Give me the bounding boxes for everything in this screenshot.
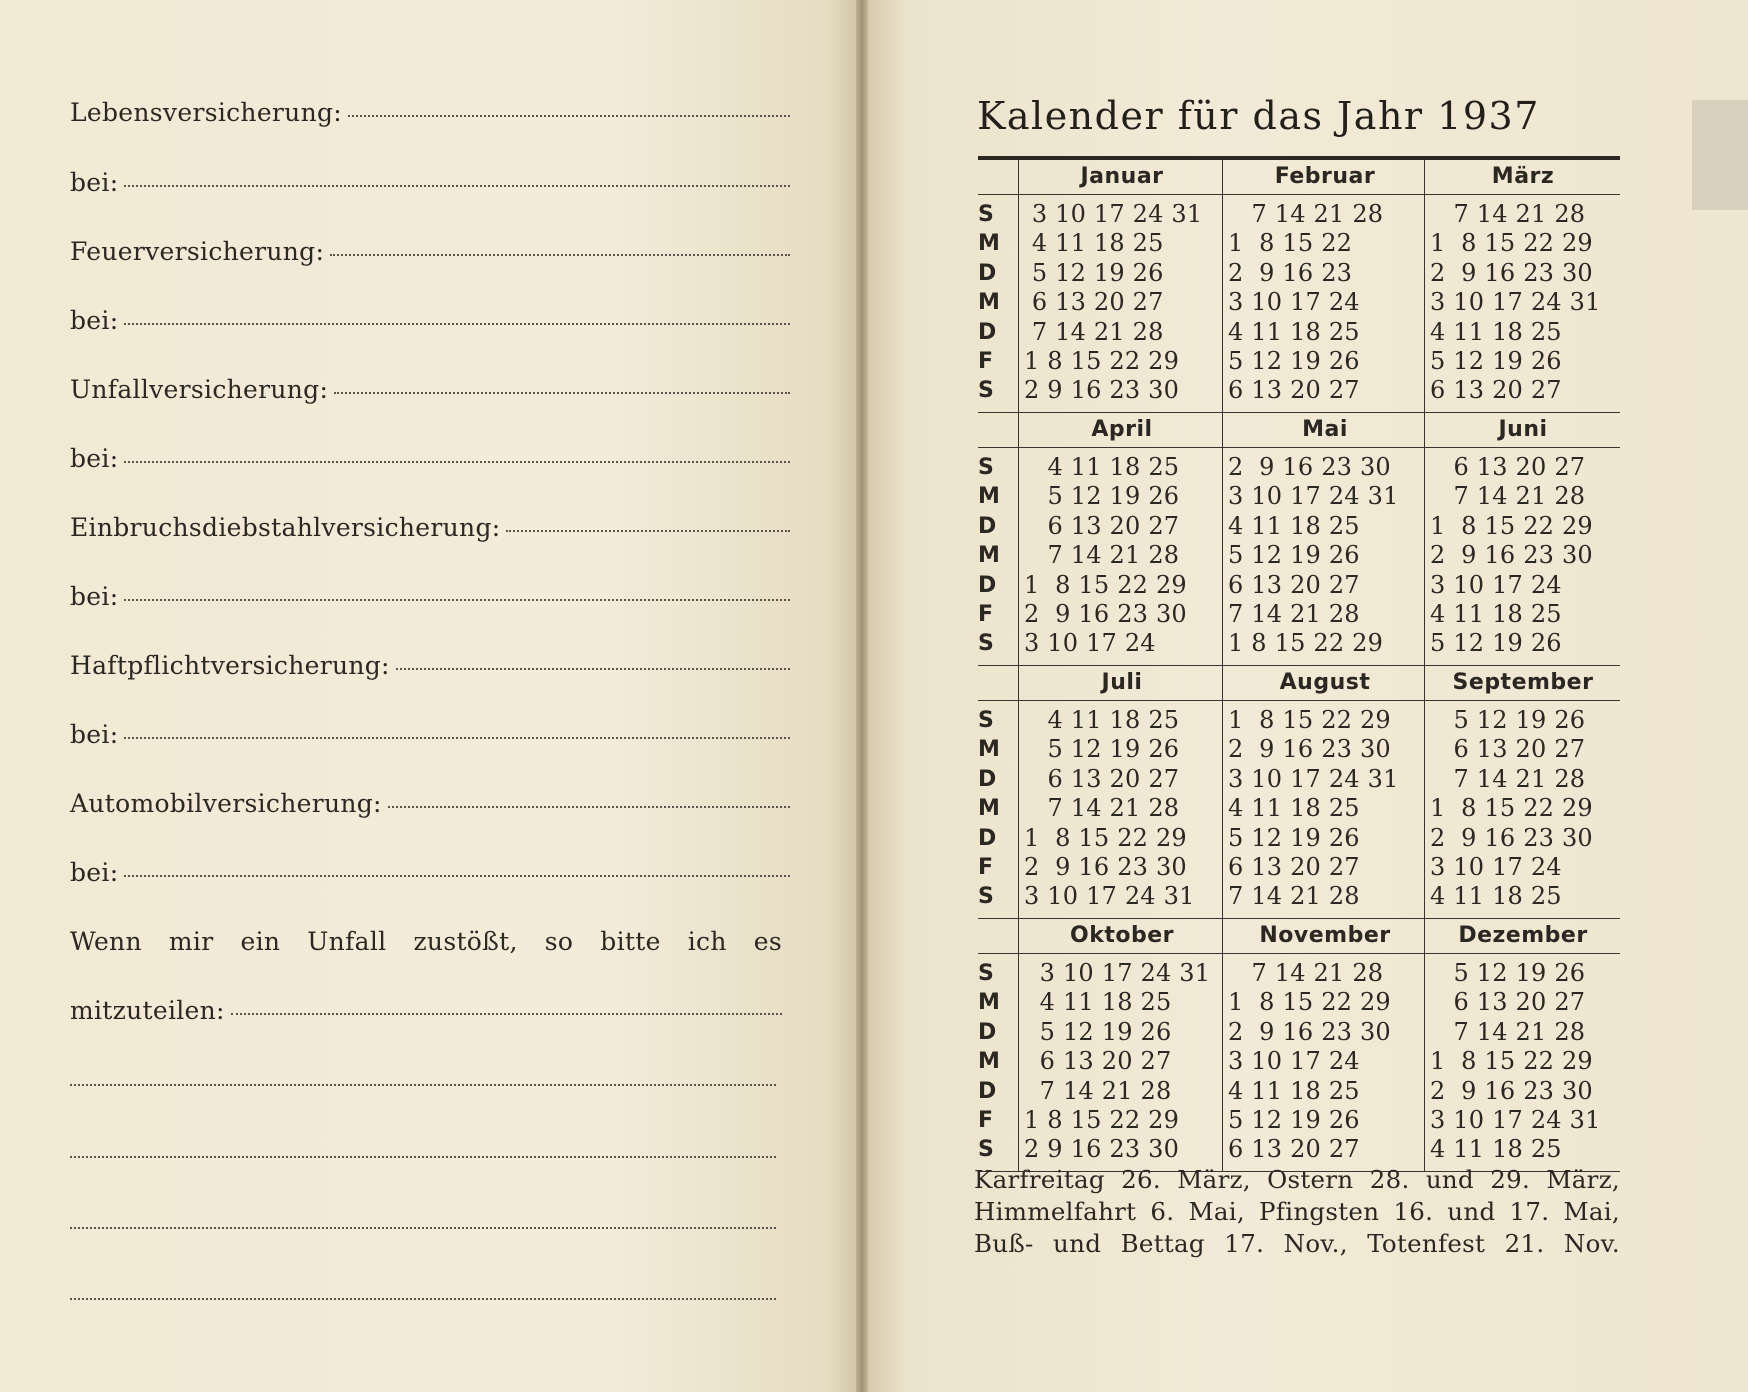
weekday-label: D bbox=[978, 572, 997, 598]
field-label: Haftpflichtversicherung: bbox=[70, 651, 390, 680]
month-name: April bbox=[1091, 417, 1153, 442]
weekday-row: 3 10 17 24 31 bbox=[1228, 482, 1399, 511]
holiday-notes bbox=[974, 1164, 1620, 1260]
field-bei-3[interactable] bbox=[70, 444, 790, 473]
weekday-row: 3 10 17 24 bbox=[1228, 288, 1360, 317]
fill-line[interactable] bbox=[506, 529, 790, 532]
weekday-row: 5 12 19 26 bbox=[1430, 706, 1586, 734]
field-bei-6[interactable] bbox=[70, 858, 790, 887]
calendar-title: Kalender für das Jahr 1937 bbox=[977, 94, 1540, 138]
weekday-label: S bbox=[978, 202, 994, 227]
month-name: Dezember bbox=[1458, 923, 1588, 948]
weekday-row: 1 8 15 22 29 bbox=[1430, 794, 1593, 823]
weekday-label: S bbox=[978, 961, 994, 986]
weekday-row: 2 9 16 23 30 bbox=[1024, 376, 1180, 405]
page-tab-edge bbox=[1692, 100, 1748, 210]
weekday-row: 7 14 21 28 bbox=[1430, 764, 1586, 793]
calendar-grid bbox=[978, 156, 1620, 1172]
weekday-label: D bbox=[978, 260, 997, 286]
field-bei-2[interactable] bbox=[70, 306, 790, 335]
weekday-row: 3 10 17 24 31 bbox=[1228, 764, 1399, 793]
weekday-label: D bbox=[978, 1078, 997, 1104]
field-bei-5[interactable] bbox=[70, 720, 790, 749]
weekday-row: 4 11 18 25 bbox=[1024, 229, 1164, 258]
weekday-row: 3 10 17 24 bbox=[1228, 1047, 1360, 1076]
weekday-row: 6 13 20 27 bbox=[1024, 511, 1180, 540]
weekday-labels bbox=[978, 706, 1008, 912]
weekday-row: 1 8 15 22 29 bbox=[1228, 629, 1384, 658]
fill-line[interactable] bbox=[124, 736, 790, 739]
weekday-row: 4 11 18 25 bbox=[1228, 1076, 1360, 1105]
month-days bbox=[1228, 706, 1399, 912]
fill-line[interactable] bbox=[334, 391, 790, 394]
weekday-row: 3 10 17 24 bbox=[1430, 852, 1562, 881]
weekday-row: 6 13 20 27 bbox=[1430, 453, 1586, 481]
fill-line[interactable] bbox=[330, 253, 790, 256]
weekday-row: 4 11 18 25 bbox=[1430, 317, 1562, 346]
weekday-row: 5 12 19 26 bbox=[1228, 346, 1360, 375]
header-rule bbox=[978, 700, 1620, 701]
weekday-label: S bbox=[978, 1137, 994, 1163]
weekday-label: S bbox=[978, 708, 994, 733]
weekday-row: 6 13 20 27 bbox=[1024, 288, 1164, 317]
weekday-label: M bbox=[978, 484, 1000, 510]
holiday-line-1: Karfreitag 26. März, Ostern 28. und 29. März, bbox=[974, 1165, 1620, 1194]
weekday-label: S bbox=[978, 378, 994, 404]
fill-line[interactable] bbox=[124, 184, 790, 187]
weekday-label: F bbox=[978, 1107, 994, 1133]
weekday-row: 2 9 16 23 30 bbox=[1024, 852, 1187, 881]
weekday-labels bbox=[978, 453, 1008, 659]
weekday-label: D bbox=[978, 319, 997, 345]
weekday-row: 1 8 15 22 29 bbox=[1024, 570, 1187, 599]
field-haftpflichtversicherung[interactable] bbox=[70, 651, 790, 680]
weekday-row: 1 8 15 22 29 bbox=[1430, 511, 1593, 540]
fill-line[interactable] bbox=[396, 667, 790, 670]
weekday-row: 2 9 16 23 30 bbox=[1430, 541, 1593, 570]
weekday-row: 5 12 19 26 bbox=[1228, 1105, 1360, 1134]
weekday-row: 5 12 19 26 bbox=[1228, 541, 1360, 570]
month-days bbox=[1228, 200, 1383, 406]
header-rule bbox=[978, 447, 1620, 448]
left-page bbox=[0, 0, 862, 1392]
column-rule bbox=[1018, 413, 1019, 665]
weekday-row: 2 9 16 23 30 bbox=[1228, 735, 1391, 764]
month-days bbox=[1024, 453, 1187, 659]
weekday-row: 1 8 15 22 29 bbox=[1430, 229, 1593, 258]
month-name: August bbox=[1279, 670, 1371, 695]
fill-line[interactable] bbox=[348, 114, 790, 117]
field-label: Unfallversicherung: bbox=[70, 375, 329, 404]
weekday-row: 6 13 20 27 bbox=[1228, 376, 1360, 405]
weekday-row: 4 11 18 25 bbox=[1228, 511, 1360, 540]
month-days bbox=[1024, 959, 1210, 1165]
weekday-row: 5 12 19 26 bbox=[1024, 735, 1180, 764]
weekday-row: 5 12 19 26 bbox=[1430, 629, 1562, 658]
weekday-row: 6 13 20 27 bbox=[1228, 852, 1360, 881]
fill-line[interactable] bbox=[124, 874, 790, 877]
blank-fill-line-1[interactable] bbox=[70, 1083, 776, 1086]
weekday-row: 5 12 19 26 bbox=[1024, 1017, 1172, 1046]
weekday-row: 3 10 17 24 31 bbox=[1024, 200, 1203, 228]
weekday-label: F bbox=[978, 854, 994, 880]
weekday-row: 7 14 21 28 bbox=[1024, 1076, 1172, 1105]
weekday-row: 2 9 16 23 30 bbox=[1228, 1017, 1391, 1046]
weekday-labels bbox=[978, 959, 1008, 1165]
weekday-row: 7 14 21 28 bbox=[1024, 794, 1180, 823]
month-days bbox=[1430, 200, 1601, 406]
weekday-row: 4 11 18 25 bbox=[1024, 706, 1180, 734]
month-days bbox=[1024, 706, 1195, 912]
field-einbruchsdiebstahlversicherung[interactable] bbox=[70, 513, 790, 542]
field-feuerversicherung[interactable] bbox=[70, 237, 790, 266]
month-days bbox=[1228, 959, 1391, 1165]
month-days bbox=[1430, 453, 1593, 659]
weekday-row: 1 8 15 22 29 bbox=[1024, 346, 1180, 375]
column-rule bbox=[1424, 919, 1425, 1171]
accident-note: Wenn mir ein Unfall zustößt, so bitte ich es bbox=[70, 927, 782, 956]
column-rule bbox=[1424, 666, 1425, 918]
weekday-label: M bbox=[978, 290, 1000, 316]
weekday-label: M bbox=[978, 231, 1000, 257]
weekday-row: 5 12 19 26 bbox=[1024, 258, 1164, 287]
weekday-row: 1 8 15 22 29 bbox=[1024, 823, 1187, 852]
weekday-row: 3 10 17 24 31 bbox=[1024, 882, 1195, 911]
weekday-label: S bbox=[978, 455, 994, 480]
field-label: Feuerversicherung: bbox=[70, 237, 325, 266]
weekday-label: F bbox=[978, 348, 994, 374]
column-rule bbox=[1222, 160, 1223, 412]
weekday-row: 1 8 15 22 29 bbox=[1024, 1105, 1180, 1134]
weekday-row: 2 9 16 23 30 bbox=[1024, 1135, 1180, 1164]
weekday-label: S bbox=[978, 884, 994, 910]
field-mitzuteilen[interactable] bbox=[70, 996, 782, 1025]
fill-line[interactable] bbox=[231, 1012, 782, 1015]
weekday-row: 7 14 21 28 bbox=[1024, 541, 1180, 570]
month-days bbox=[1228, 453, 1399, 659]
month-name: November bbox=[1259, 923, 1391, 948]
header-rule bbox=[978, 194, 1620, 195]
weekday-row: 3 10 17 24 bbox=[1430, 570, 1562, 599]
calendar-quarter-3 bbox=[978, 666, 1620, 919]
weekday-row: 4 11 18 25 bbox=[1430, 599, 1562, 628]
column-rule bbox=[1018, 666, 1019, 918]
weekday-label: M bbox=[978, 990, 1000, 1016]
month-name: Mai bbox=[1302, 417, 1348, 442]
weekday-row: 5 12 19 26 bbox=[1024, 482, 1180, 511]
weekday-row: 6 13 20 27 bbox=[1430, 376, 1562, 405]
month-name: Oktober bbox=[1070, 923, 1174, 948]
weekday-row: 3 10 17 24 31 bbox=[1430, 288, 1601, 317]
weekday-row: 3 10 17 24 bbox=[1024, 629, 1156, 658]
fill-line[interactable] bbox=[124, 598, 790, 601]
weekday-row: 3 10 17 24 31 bbox=[1024, 959, 1211, 987]
blank-fill-line-2[interactable] bbox=[70, 1155, 776, 1158]
blank-fill-line-4[interactable] bbox=[70, 1297, 776, 1300]
field-label: bei: bbox=[70, 306, 119, 335]
book-gutter bbox=[856, 0, 868, 1392]
weekday-row: 6 13 20 27 bbox=[1228, 1135, 1360, 1164]
field-automobilversicherung[interactable] bbox=[70, 789, 790, 818]
fill-line[interactable] bbox=[124, 322, 790, 325]
weekday-row: 1 8 15 22 bbox=[1228, 229, 1353, 258]
weekday-row: 6 13 20 27 bbox=[1228, 570, 1360, 599]
weekday-row: 5 12 19 26 bbox=[1228, 823, 1360, 852]
weekday-row: 4 11 18 25 bbox=[1228, 794, 1360, 823]
weekday-label: M bbox=[978, 543, 1000, 569]
weekday-label: S bbox=[978, 631, 994, 657]
month-days bbox=[1430, 706, 1593, 912]
holiday-line-3: Buß- und Bettag 17. Nov., Totenfest 21. Nov. bbox=[974, 1229, 1620, 1258]
field-label: bei: bbox=[70, 858, 119, 887]
weekday-row: 2 9 16 23 30 bbox=[1430, 823, 1593, 852]
blank-fill-line-3[interactable] bbox=[70, 1226, 776, 1229]
field-label: Einbruchsdiebstahlversicherung: bbox=[70, 513, 501, 542]
weekday-row: 5 12 19 26 bbox=[1430, 959, 1586, 987]
column-rule bbox=[1018, 160, 1019, 412]
field-label: bei: bbox=[70, 720, 119, 749]
fill-line[interactable] bbox=[124, 460, 790, 463]
field-label: bei: bbox=[70, 168, 119, 197]
column-rule bbox=[1222, 919, 1223, 1171]
weekday-row: 1 8 15 22 29 bbox=[1430, 1047, 1593, 1076]
month-name: März bbox=[1491, 164, 1555, 189]
weekday-row: 7 14 21 28 bbox=[1228, 200, 1384, 228]
weekday-labels bbox=[978, 200, 1008, 406]
weekday-row: 7 14 21 28 bbox=[1430, 482, 1586, 511]
weekday-label: D bbox=[978, 513, 997, 539]
weekday-row: 2 9 16 23 30 bbox=[1228, 453, 1391, 481]
column-rule bbox=[1424, 413, 1425, 665]
weekday-row: 4 11 18 25 bbox=[1430, 1135, 1562, 1164]
weekday-row: 7 14 21 28 bbox=[1024, 317, 1164, 346]
weekday-row: 4 11 18 25 bbox=[1430, 882, 1562, 911]
field-label: mitzuteilen: bbox=[70, 996, 225, 1025]
weekday-label: D bbox=[978, 1019, 997, 1045]
weekday-row: 2 9 16 23 30 bbox=[1430, 258, 1593, 287]
weekday-row: 1 8 15 22 29 bbox=[1228, 988, 1391, 1017]
field-lebensversicherung[interactable] bbox=[70, 98, 790, 127]
month-days bbox=[1430, 959, 1601, 1165]
column-rule bbox=[1222, 413, 1223, 665]
weekday-row: 3 10 17 24 31 bbox=[1430, 1105, 1601, 1134]
month-name: Februar bbox=[1274, 164, 1376, 189]
fill-line[interactable] bbox=[388, 805, 790, 808]
field-label: Lebensversicherung: bbox=[70, 98, 342, 127]
weekday-label: M bbox=[978, 1049, 1000, 1075]
month-name: Juni bbox=[1498, 417, 1548, 442]
weekday-row: 6 13 20 27 bbox=[1430, 735, 1586, 764]
weekday-row: 7 14 21 28 bbox=[1228, 599, 1360, 628]
weekday-row: 4 11 18 25 bbox=[1228, 317, 1360, 346]
weekday-row: 6 13 20 27 bbox=[1024, 1047, 1172, 1076]
calendar-quarter-4 bbox=[978, 919, 1620, 1172]
field-label: bei: bbox=[70, 582, 119, 611]
weekday-label: M bbox=[978, 737, 1000, 763]
weekday-row: 2 9 16 23 30 bbox=[1024, 599, 1187, 628]
field-bei-4[interactable] bbox=[70, 582, 790, 611]
weekday-row: 2 9 16 23 bbox=[1228, 258, 1353, 287]
weekday-row: 1 8 15 22 29 bbox=[1228, 706, 1391, 734]
weekday-row: 4 11 18 25 bbox=[1024, 988, 1172, 1017]
calendar-quarter-2 bbox=[978, 413, 1620, 666]
weekday-row: 5 12 19 26 bbox=[1430, 346, 1562, 375]
month-days bbox=[1024, 200, 1202, 406]
column-rule bbox=[1424, 160, 1425, 412]
field-label: bei: bbox=[70, 444, 119, 473]
column-rule bbox=[1222, 666, 1223, 918]
weekday-row: 7 14 21 28 bbox=[1228, 882, 1360, 911]
weekday-label: F bbox=[978, 601, 994, 627]
weekday-row: 2 9 16 23 30 bbox=[1430, 1076, 1593, 1105]
weekday-row: 7 14 21 28 bbox=[1430, 1017, 1586, 1046]
weekday-label: M bbox=[978, 796, 1000, 822]
month-name: Juli bbox=[1101, 670, 1143, 695]
weekday-row: 7 14 21 28 bbox=[1430, 200, 1586, 228]
weekday-label: D bbox=[978, 825, 997, 851]
month-name: Januar bbox=[1080, 164, 1164, 189]
weekday-row: 6 13 20 27 bbox=[1024, 764, 1180, 793]
column-rule bbox=[1018, 919, 1019, 1171]
field-unfallversicherung[interactable] bbox=[70, 375, 790, 404]
weekday-row: 4 11 18 25 bbox=[1024, 453, 1180, 481]
weekday-row: 7 14 21 28 bbox=[1228, 959, 1384, 987]
header-rule bbox=[978, 953, 1620, 954]
weekday-label: D bbox=[978, 766, 997, 792]
holiday-line-2: Himmelfahrt 6. Mai, Pfingsten 16. und 17. Mai, bbox=[974, 1197, 1620, 1226]
field-bei-1[interactable] bbox=[70, 168, 790, 197]
month-name: September bbox=[1452, 670, 1594, 695]
field-label: Automobilversicherung: bbox=[70, 789, 382, 818]
weekday-row: 6 13 20 27 bbox=[1430, 988, 1586, 1017]
calendar-quarter-1 bbox=[978, 160, 1620, 413]
